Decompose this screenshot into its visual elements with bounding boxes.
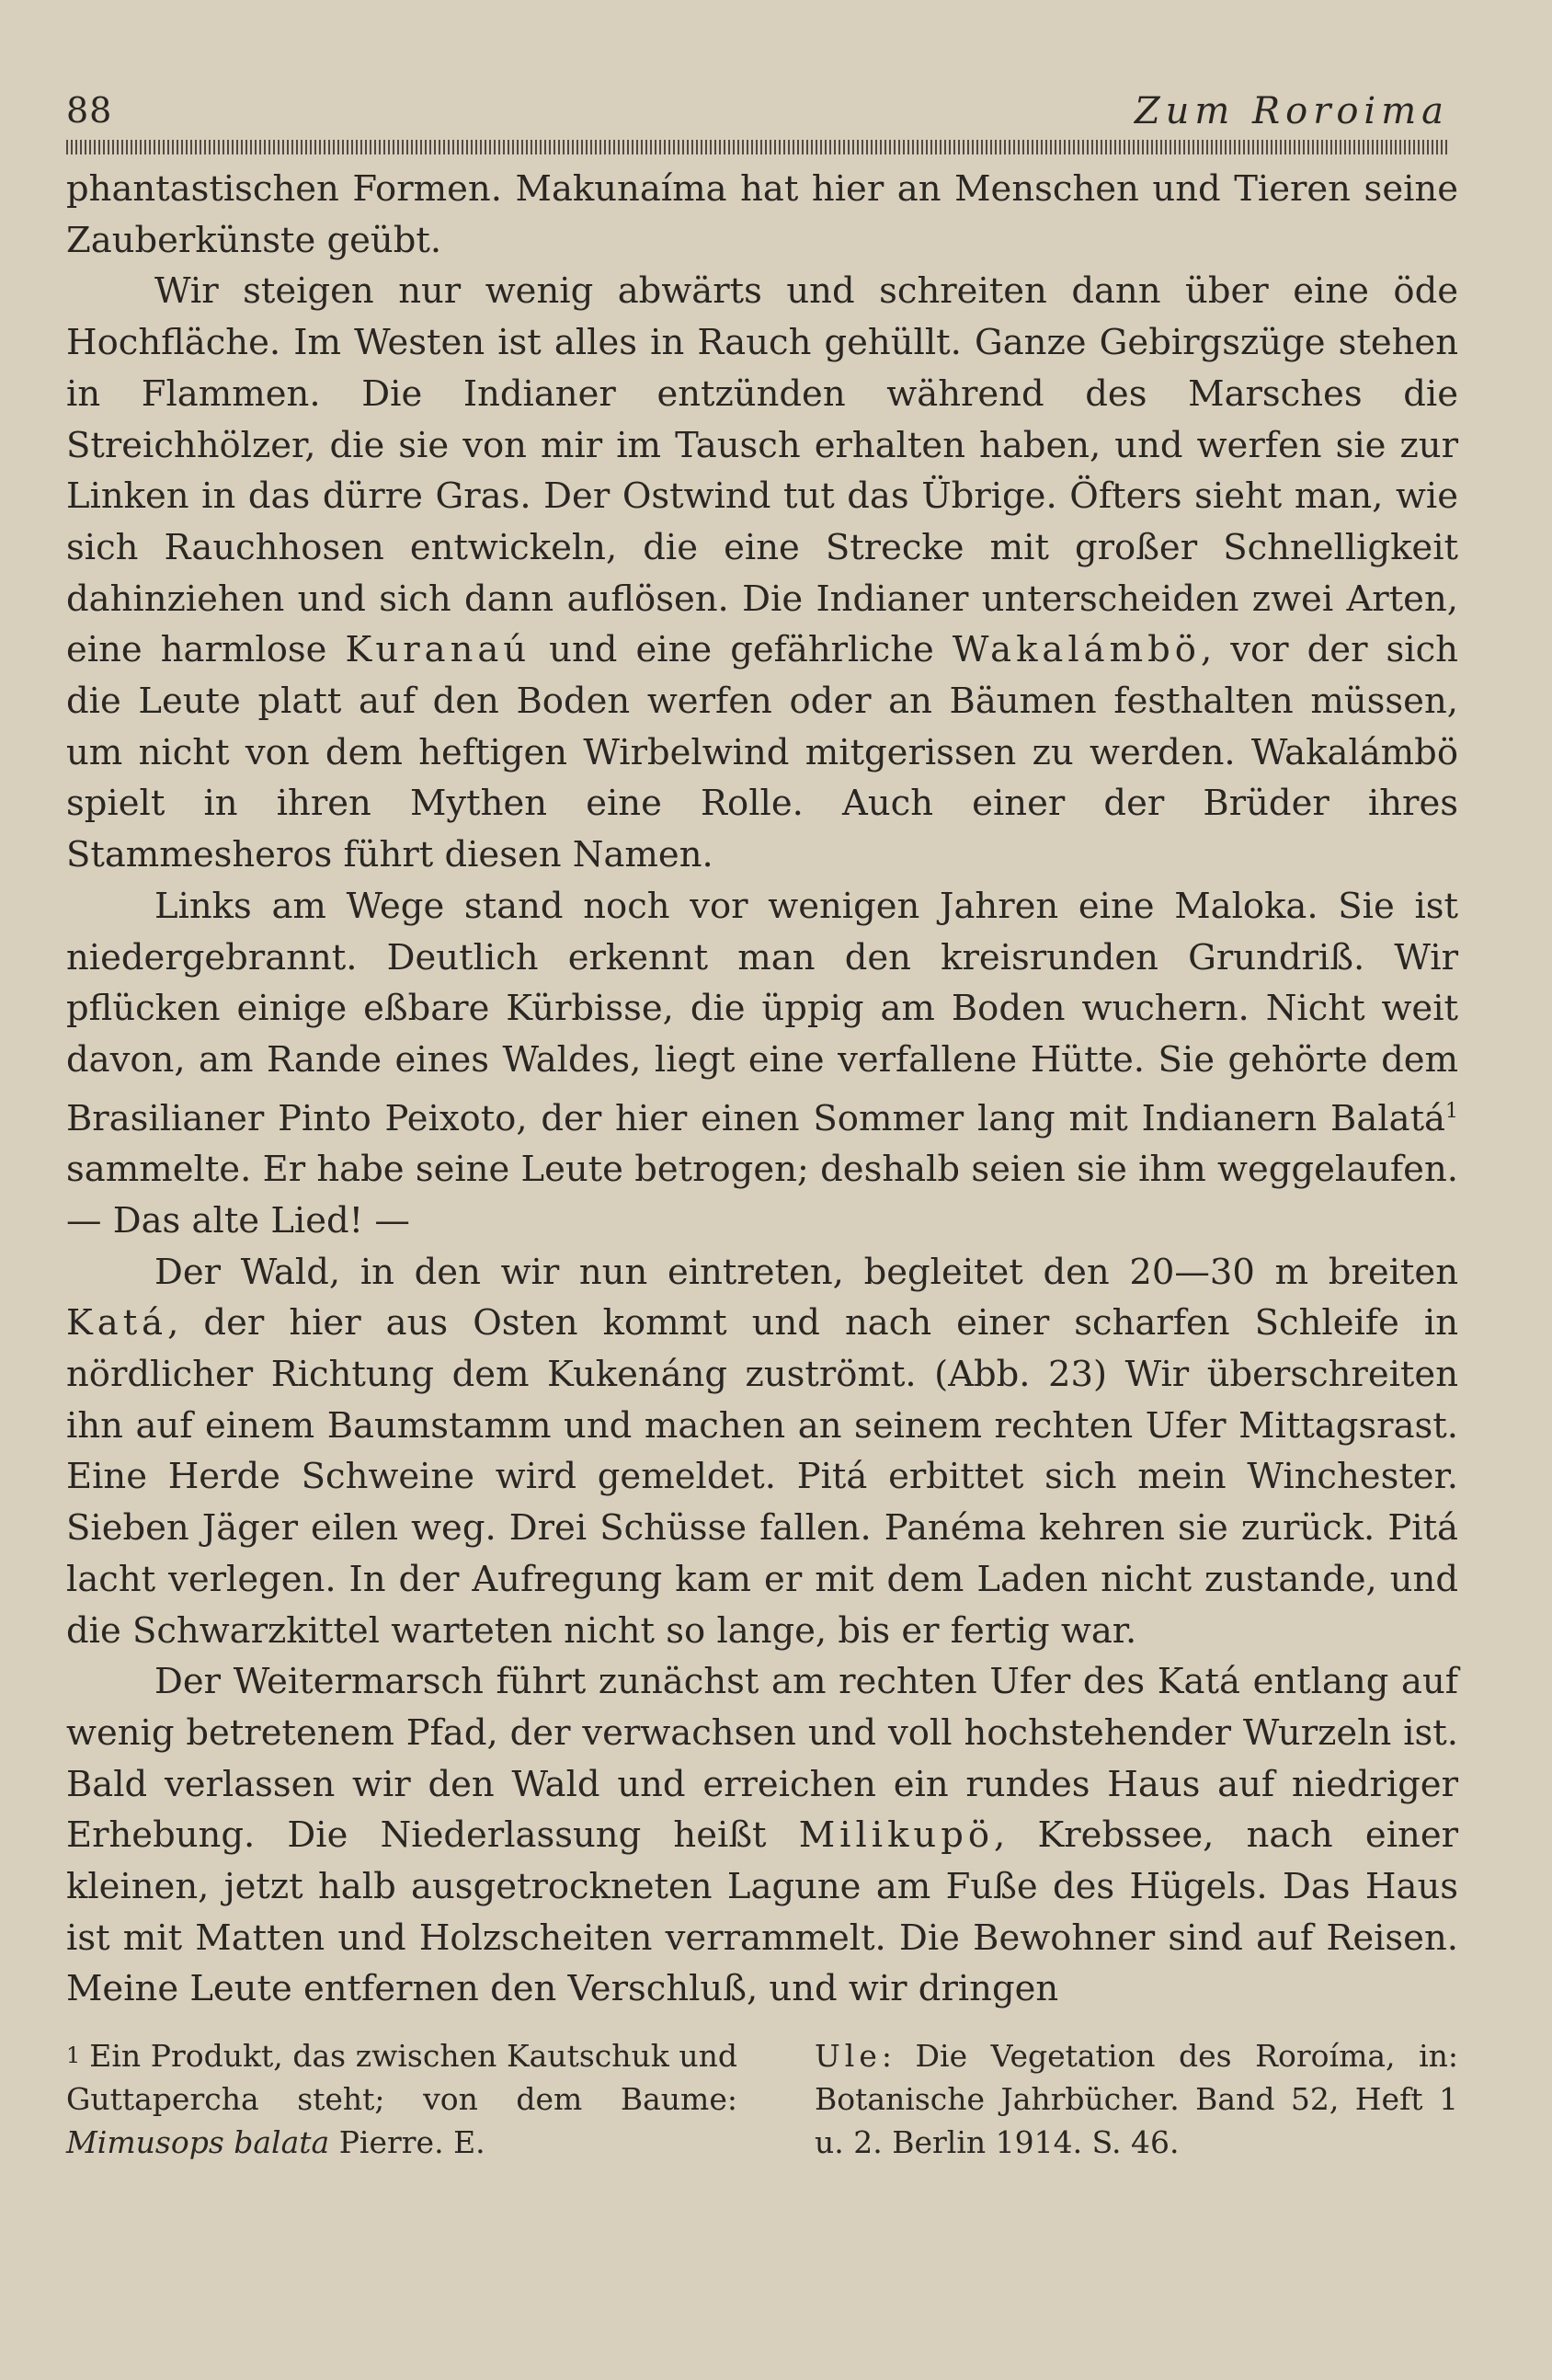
species-name: Mimusops balata <box>66 2124 330 2160</box>
paragraph: Links am Wege stand noch vor wenigen Jahren eine Maloka. Sie ist niedergebrannt. Deutlich erkennt man den kreisrunden Grundriß. Wir pflücken einige eßbare Kürbisse, die üppig am Boden wuchern. Nicht weit davon, am Rande eines Waldes, liegt eine verfallene Hütte. Sie gehörte dem Brasilianer Pinto Peixoto, der hier einen Sommer lang mit Indianern Balatá$^1$ sammelte. Er habe seine Leute betrogen; deshalb seien sie ihm weggelaufen. — Das alte Lied! — <box>66 885 1458 1241</box>
footnote-right: Ule: Die Vegetation des Roroíma, in: Botanische Jahrbücher. Band 52, Heft 1 u. 2. Berlin 1914. S. 46. <box>815 2038 1458 2160</box>
author-name: Ule <box>815 2038 882 2074</box>
running-title: Zum Roroima <box>1134 90 1449 132</box>
page-number: 88 <box>66 90 113 131</box>
body-text <box>66 164 1458 2015</box>
term-kuranau: Kuranaú <box>345 629 531 671</box>
paragraph: Wir steigen nur wenig abwärts und schreiten dann über eine öde Hochfläche. Im Westen ist alles in Rauch gehüllt. Ganze Gebirgszüge stehen in Flammen. Die Indianer entzünden während des Marsches die Streichhölzer, die sie von mir im Tausch erhalten haben, und werfen sie zur Linken in das dürre Gras. Der Ostwind tut das Übrige. Öfters sieht man, wie sich Rauchhosen entwickeln, die eine Strecke mit großer Schnelligkeit dahinziehen und sich dann auflösen. Die Indianer unterscheiden zwei Arten, eine harmlose Kuranaú und eine gefährliche Wakalámbö, vor der sich die Leute platt auf den Boden werfen oder an Bäumen festhalten müssen, um nicht von dem heftigen Wirbelwind mitgerissen zu werden. Wakalámbö spielt in ihren Mythen eine Rolle. Auch einer der Brüder ihres Stammesheros führt diesen Namen. <box>66 270 1458 876</box>
page-header <box>66 90 1449 136</box>
paragraph: Der Wald, in den wir nun eintreten, begleitet den 20—30 m breiten Katá, der hier aus Osten kommt und nach einer scharfen Schleife in nördlicher Richtung dem Kukenáng zuströmt. (Abb. 23) Wir überschreiten ihn auf einem Baumstamm und machen an seinem rechten Ufer Mittagsrast. Eine Herde Schweine wird gemeldet. Pitá erbittet sich mein Winchester. Sieben Jäger eilen weg. Drei Schüsse fallen. Panéma kehren sie zurück. Pitá lacht verlegen. In der Aufregung kam er mit dem Laden nicht zustande, und die Schwarzkittel warteten nicht so lange, bis er fertig war. <box>66 1251 1458 1652</box>
paragraph: Der Weitermarsch führt zunächst am rechten Ufer des Katá entlang auf wenig betretenem Pfad, der verwachsen und voll hochstehender Wurzeln ist. Bald verlassen wir den Wald und erreichen ein rundes Haus auf niedriger Erhebung. Die Niederlassung heißt Milikupö, Krebssee, nach einer kleinen, jetzt halb ausgetrockneten Lagune am Fuße des Hügels. Das Haus ist mit Matten und Holzscheiten verrammelt. Die Bewohner sind auf Reisen. Meine Leute entfernen den Verschluß, und wir dringen <box>66 1661 1459 2010</box>
term-milikupo: Milikupö <box>798 1814 995 1857</box>
footnote-mark: 1 <box>66 2042 81 2068</box>
term-kata: Katá <box>66 1302 168 1344</box>
footnote-left: $^1$ Ein Produkt, das zwischen Kautschuk und Guttapercha steht; von dem Baume: Mimusops balata Pierre. E. <box>66 2038 737 2160</box>
footnote-reference: 1 <box>1445 1099 1458 1123</box>
paragraph: phantastischen Formen. Makunaíma hat hier an Menschen und Tieren seine Zauberkünste geübt. <box>66 168 1458 261</box>
header-rule <box>66 140 1449 154</box>
term-wakalambo: Wakalámbö <box>952 629 1201 671</box>
footnotes <box>66 2034 1458 2164</box>
